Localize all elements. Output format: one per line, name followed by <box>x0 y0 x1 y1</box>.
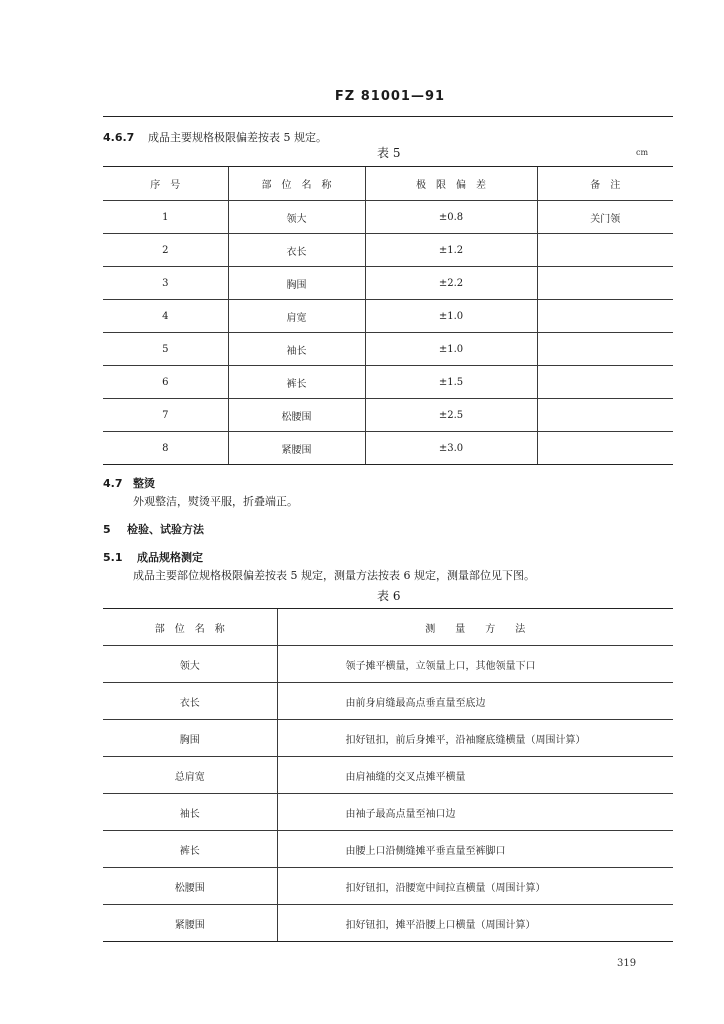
column-header: 极 限 偏 差 <box>365 167 537 201</box>
measurement-method: 扣好钮扣，摊平沿腰上口横量（周围计算） <box>277 905 673 942</box>
tolerance: ±0.8 <box>365 201 537 234</box>
clause-4-7-body: 外观整洁，熨烫平服，折叠端正。 <box>133 495 298 508</box>
table5 <box>103 166 673 465</box>
remark <box>537 333 673 366</box>
part-name: 衣长 <box>228 234 365 267</box>
clause-number: 4.6.7 <box>103 131 135 144</box>
document-number: FZ 81001—91 <box>334 89 446 104</box>
table-row <box>103 267 673 300</box>
measurement-method: 由肩袖缝的交叉点摊平横量 <box>277 757 673 794</box>
remark <box>537 399 673 432</box>
table-row <box>103 201 673 234</box>
clause-title: 整烫 <box>133 477 155 490</box>
table-row <box>103 333 673 366</box>
measurement-method: 领子摊平横量，立领量上口，其他领量下口 <box>277 646 673 683</box>
table-row <box>103 868 673 905</box>
clause-4-7-heading <box>103 477 155 491</box>
tolerance: ±1.0 <box>365 333 537 366</box>
measurement-method: 由前身肩缝最高点垂直量至底边 <box>277 683 673 720</box>
part-name: 领大 <box>228 201 365 234</box>
clause-number: 4.7 <box>103 477 123 490</box>
measurement-method: 扣好钮扣，沿腰宽中间拉直横量（周围计算） <box>277 868 673 905</box>
table6 <box>103 608 673 942</box>
table-row <box>103 646 673 683</box>
table-row <box>103 399 673 432</box>
tolerance: ±1.5 <box>365 366 537 399</box>
part-name: 领大 <box>103 646 277 683</box>
tolerance: ±2.2 <box>365 267 537 300</box>
row-number: 7 <box>103 399 228 432</box>
table-row <box>103 683 673 720</box>
part-name: 裤长 <box>103 831 277 868</box>
part-name: 衣长 <box>103 683 277 720</box>
row-number: 2 <box>103 234 228 267</box>
part-name: 肩宽 <box>228 300 365 333</box>
part-name: 紧腰围 <box>103 905 277 942</box>
page-number: 319 <box>617 958 637 969</box>
table-row <box>103 720 673 757</box>
remark <box>537 234 673 267</box>
measurement-method: 由腰上口沿侧缝摊平垂直量至裤脚口 <box>277 831 673 868</box>
section-number: 5 <box>103 523 111 536</box>
row-number: 1 <box>103 201 228 234</box>
tolerance: ±2.5 <box>365 399 537 432</box>
table-header-row <box>103 167 673 201</box>
table-row <box>103 234 673 267</box>
table-row <box>103 831 673 868</box>
remark: 关门领 <box>537 201 673 234</box>
remark <box>537 300 673 333</box>
clause-title: 成品规格测定 <box>137 551 203 564</box>
column-header: 部 位 名 称 <box>103 609 277 646</box>
row-number: 5 <box>103 333 228 366</box>
table-row <box>103 757 673 794</box>
section-title: 检验、试验方法 <box>127 523 204 536</box>
table6-caption: 表 6 <box>377 589 401 603</box>
row-number: 6 <box>103 366 228 399</box>
remark <box>537 432 673 465</box>
row-number: 3 <box>103 267 228 300</box>
clause-4-6-7 <box>103 131 327 145</box>
table-row <box>103 366 673 399</box>
table5-unit: cm <box>636 148 649 157</box>
part-name: 松腰围 <box>103 868 277 905</box>
table-row <box>103 794 673 831</box>
row-number: 4 <box>103 300 228 333</box>
tolerance: ±3.0 <box>365 432 537 465</box>
part-name: 总肩宽 <box>103 757 277 794</box>
remark <box>537 267 673 300</box>
table-row <box>103 905 673 942</box>
part-name: 胸围 <box>103 720 277 757</box>
table5-caption: 表 5 <box>377 146 401 160</box>
table-row <box>103 432 673 465</box>
clause-text: 成品主要规格极限偏差按表 5 规定。 <box>148 131 327 144</box>
column-header: 序 号 <box>103 167 228 201</box>
column-header: 测 量 方 法 <box>277 609 673 646</box>
measurement-method: 扣好钮扣，前后身摊平，沿袖窿底缝横量（周围计算） <box>277 720 673 757</box>
part-name: 裤长 <box>228 366 365 399</box>
column-header: 备 注 <box>537 167 673 201</box>
column-header: 部 位 名 称 <box>228 167 365 201</box>
tolerance: ±1.0 <box>365 300 537 333</box>
section-5-heading <box>103 523 204 537</box>
part-name: 袖长 <box>228 333 365 366</box>
row-number: 8 <box>103 432 228 465</box>
part-name: 胸围 <box>228 267 365 300</box>
remark <box>537 366 673 399</box>
header-rule <box>103 116 673 117</box>
clause-5-1-heading <box>103 551 203 565</box>
clause-5-1-body: 成品主要部位规格极限偏差按表 5 规定，测量方法按表 6 规定，测量部位见下图。 <box>133 569 535 582</box>
clause-number: 5.1 <box>103 551 123 564</box>
table-row <box>103 300 673 333</box>
part-name: 袖长 <box>103 794 277 831</box>
part-name: 紧腰围 <box>228 432 365 465</box>
part-name: 松腰围 <box>228 399 365 432</box>
table-header-row <box>103 609 673 646</box>
measurement-method: 由袖子最高点量至袖口边 <box>277 794 673 831</box>
tolerance: ±1.2 <box>365 234 537 267</box>
